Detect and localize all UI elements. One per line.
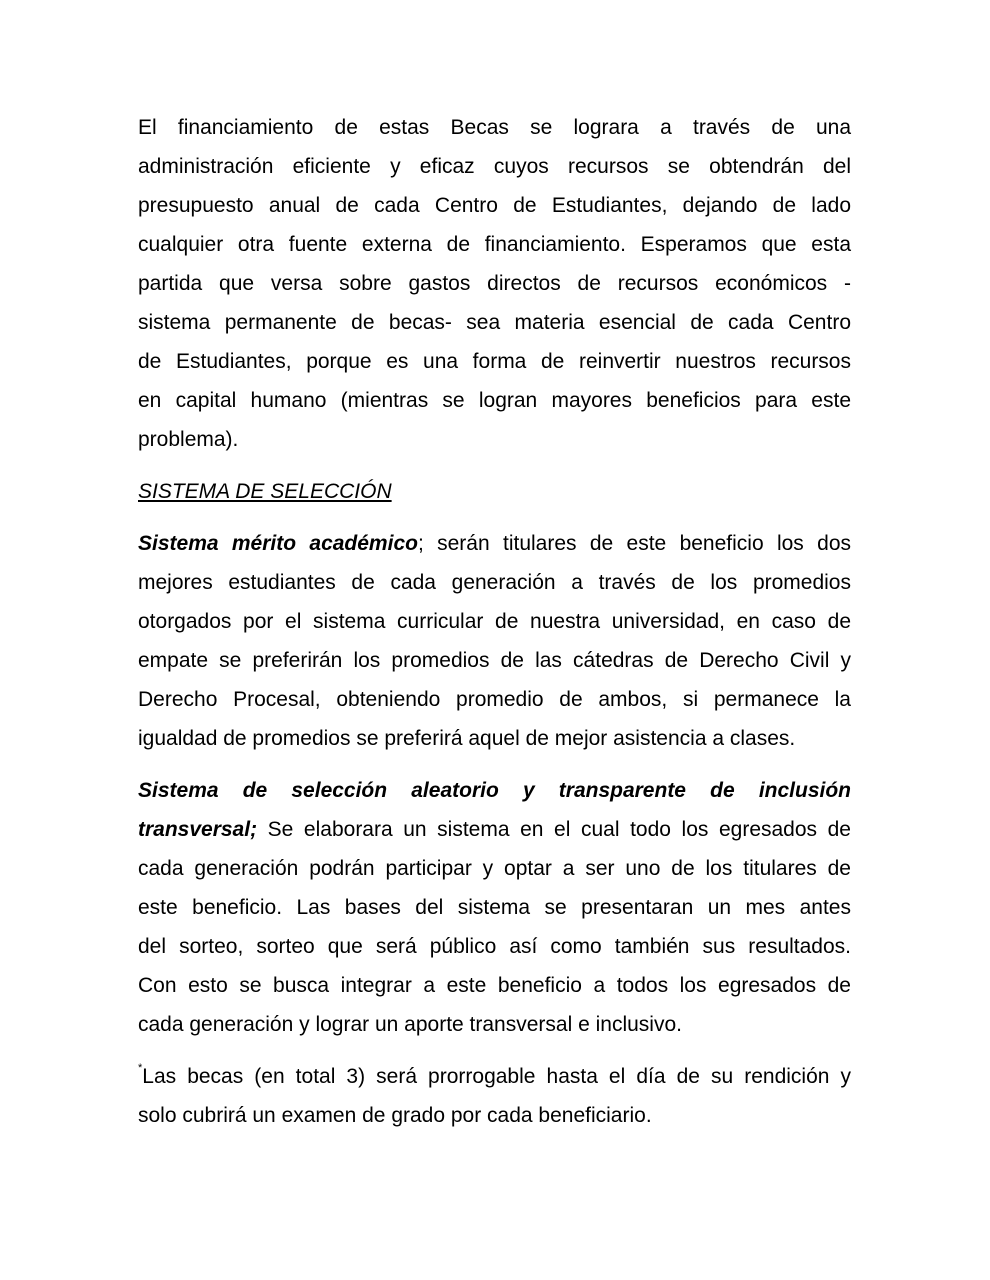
text-line: partida que versa sobre gastos directos de recursos económicos - <box>138 272 851 295</box>
paragraph-footnote <box>138 1057 851 1135</box>
text-run: ; serán titulares de este beneficio los dos <box>417 532 851 555</box>
text-run: Se elaborara un sistema en el cual todo los egresados de <box>257 818 851 841</box>
text-line: administración eficiente y eficaz cuyos recursos se obtendrán del <box>138 155 851 178</box>
text-line: mejores estudiantes de cada generación a través de los promedios <box>138 571 851 594</box>
text-line: presupuesto anual de cada Centro de Estudiantes, dejando de lado <box>138 194 851 217</box>
document-page <box>138 108 851 1148</box>
text-line <box>138 1057 851 1096</box>
text-line: Con esto se busca integrar a este beneficio a todos los egresados de <box>138 974 851 997</box>
text-line: otorgados por el sistema curricular de nuestra universidad, en caso de <box>138 610 851 633</box>
text-line: en capital humano (mientras se logran mayores beneficios para este <box>138 389 851 412</box>
bold-lead: transversal; <box>138 818 258 841</box>
text-line: Sistema de selección aleatorio y transparente de inclusión <box>138 779 851 802</box>
text-line: El financiamiento de estas Becas se lograra a través de una <box>138 116 851 139</box>
footnote-mark: * <box>138 1062 143 1074</box>
paragraph-random-system <box>138 771 851 1044</box>
text-line: sistema permanente de becas- sea materia esencial de cada Centro <box>138 311 851 334</box>
text-line: cada generación y lograr un aporte transversal e inclusivo. <box>138 1013 682 1036</box>
text-line: problema). <box>138 428 239 451</box>
text-run: Las becas (en total 3) será prorrogable hasta el día de su rendición y <box>142 1065 851 1088</box>
text-line: cada generación podrán participar y optar a ser uno de los titulares de <box>138 857 851 880</box>
text-line: de Estudiantes, porque es una forma de reinvertir nuestros recursos <box>138 350 851 373</box>
bold-lead: Sistema mérito académico <box>138 532 418 555</box>
text-line <box>138 810 851 849</box>
text-line: del sorteo, sorteo que será público así como también sus resultados. <box>138 935 851 958</box>
text-line: este beneficio. Las bases del sistema se presentaran un mes antes <box>138 896 851 919</box>
text-line: solo cubrirá un examen de grado por cada beneficiario. <box>138 1104 652 1127</box>
paragraph-financing <box>138 108 851 459</box>
section-heading: SISTEMA DE SELECCIÓN <box>138 480 392 503</box>
text-line: Derecho Procesal, obteniendo promedio de ambos, si permanece la <box>138 688 851 711</box>
paragraph-merit-system <box>138 524 851 758</box>
text-line <box>138 524 851 563</box>
text-line: igualdad de promedios se preferirá aquel de mejor asistencia a clases. <box>138 727 796 750</box>
text-line: cualquier otra fuente externa de financiamiento. Esperamos que esta <box>138 233 851 256</box>
text-line: empate se preferirán los promedios de las cátedras de Derecho Civil y <box>138 649 851 672</box>
